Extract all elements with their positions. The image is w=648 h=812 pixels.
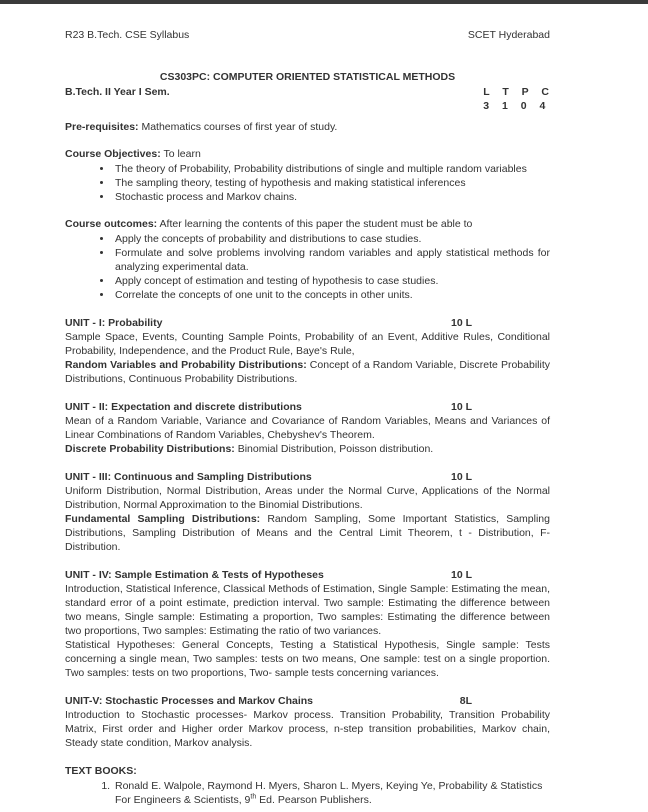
text-run: Mean of a Random Variable, Variance and Covariance of Random Variables, Means and Variances of Linear Combinations of Random Variables, Chebyshev's Theorem. — [65, 415, 550, 441]
text-run: Random Sampling, Some Important Statistics, Sampling Distributions, Sampling Distribution of Means and the Central Limit Theorem, t - Distribution, F-Distribution. — [65, 513, 550, 553]
credits-header: L T P C — [483, 86, 550, 98]
unit-title: UNIT - I: Probability — [65, 317, 163, 329]
unit-title: UNIT - IV: Sample Estimation & Tests of Hypotheses — [65, 569, 324, 581]
credits-block — [483, 85, 550, 113]
unit-section — [65, 316, 550, 386]
outcome-item: • Apply concept of estimation and testing of hypothesis to case studies. — [113, 274, 550, 288]
textbook-item — [113, 779, 550, 807]
outcome-item: • Correlate the concepts of one unit to the concepts in other units. — [113, 288, 550, 302]
objective-item: • The sampling theory, testing of hypothesis and making statistical inferences — [113, 176, 550, 190]
text-run: Ronald E. Walpole, Raymond H. Myers, Sharon L. Myers, Keying Ye, Probability & Statistics For Engineers & Scientists, 9 — [115, 780, 543, 806]
term-row — [65, 85, 550, 113]
course-outcomes-section — [65, 217, 550, 302]
textbooks-list — [65, 779, 550, 807]
unit-paragraph — [65, 442, 550, 456]
unit-paragraph — [65, 582, 550, 638]
unit-paragraph — [65, 330, 550, 358]
unit-header — [65, 400, 550, 414]
unit-title: UNIT - III: Continuous and Sampling Distributions — [65, 471, 312, 483]
objectives-list — [65, 162, 550, 204]
text-run: Discrete Probability Distributions: — [65, 443, 235, 455]
unit-hours: 10 L — [450, 569, 472, 581]
textbooks-label: TEXT BOOKS: — [65, 765, 137, 777]
prerequisites-text: Mathematics courses of first year of study. — [141, 121, 338, 133]
outcomes-label: Course outcomes: — [65, 218, 158, 230]
prerequisites-label: Pre-requisites: — [65, 121, 139, 133]
page-header — [65, 28, 550, 42]
course-objectives-section — [65, 147, 550, 204]
text-run: Random Variables and Probability Distributions: — [65, 359, 307, 371]
objectives-intro: To learn — [163, 148, 201, 160]
credits-values: 3 1 0 4 — [483, 100, 547, 112]
header-right-text: SCET Hyderabad — [467, 29, 550, 41]
units-container — [65, 316, 550, 750]
unit-title: UNIT-V: Stochastic Processes and Markov Chains — [65, 695, 314, 707]
outcomes-intro: After learning the contents of this paper the student must be able to — [159, 218, 473, 230]
text-run: Binomial Distribution, Poisson distribution. — [234, 443, 434, 455]
unit-paragraph — [65, 358, 550, 386]
text-run: th — [250, 793, 257, 801]
unit-paragraph — [65, 414, 550, 442]
unit-hours: 8L — [459, 695, 472, 707]
text-run: Introduction, Statistical Inference, Classical Methods of Estimation, Single Sample: Estimating the mean, standard error of a point estimate, prediction interval. Two sample: Estimating the difference between two means, Single sample: Estimating a proportion, Two samples: Estimating the difference between two proportions, Two samples: Estimating the ratio of two variances. — [65, 583, 550, 637]
unit-section — [65, 694, 550, 750]
unit-section — [65, 568, 550, 680]
term-label: B.Tech. II Year I Sem. — [65, 86, 170, 98]
text-run: Concept of a Random Variable, Discrete Probability Distributions, Continuous Probability Distributions. — [65, 359, 550, 385]
unit-header — [65, 470, 550, 484]
unit-header — [65, 316, 550, 330]
objectives-label: Course Objectives: — [65, 148, 161, 160]
textbooks-section — [65, 764, 550, 807]
unit-hours: 10 L — [450, 471, 472, 483]
unit-header — [65, 694, 550, 708]
unit-paragraph — [65, 708, 550, 750]
text-run: Uniform Distribution, Normal Distribution, Areas under the Normal Curve, Applications of the Normal Distribution, Normal Approximation to the Binomial Distributions. — [65, 485, 550, 511]
course-title: CS303PC: COMPUTER ORIENTED STATISTICAL METHODS — [159, 71, 456, 83]
unit-paragraph — [65, 484, 550, 512]
text-run: Introduction to Stochastic processes- Markov process. Transition Probability, Transition Probability Matrix, First order and Higher order Markov process, n-step transition probabilities, Markov chain, Steady state condition, Markov analysis. — [65, 709, 550, 749]
unit-paragraph — [65, 512, 550, 554]
text-run: Sample Space, Events, Counting Sample Points, Probability of an Event, Additive Rules, Conditional Probability, Independence, and the Product Rule, Baye's Rule, — [65, 331, 550, 357]
text-run: Fundamental Sampling Distributions: — [65, 513, 261, 525]
unit-section — [65, 470, 550, 554]
outcome-item: • Apply the concepts of probability and distributions to case studies. — [113, 232, 550, 246]
outcome-item: • Formulate and solve problems involving random variables and apply statistical methods for analyzing experimental data. — [113, 246, 550, 274]
outcomes-list — [65, 232, 550, 302]
unit-title: UNIT - II: Expectation and discrete distributions — [65, 401, 302, 413]
text-run: Statistical Hypotheses: General Concepts, Testing a Statistical Hypothesis, Single sample: Tests concerning a single mean, Two samples: tests on two means, One sample: test on a single proportion. Two samples: tests on two proportions, Two- sample tests concerning variances. — [65, 639, 550, 679]
syllabus-page — [0, 4, 648, 807]
text-run: Ed. Pearson Publishers. — [256, 794, 372, 806]
objective-item: • Stochastic process and Markov chains. — [113, 190, 550, 204]
unit-hours: 10 L — [450, 317, 472, 329]
header-left-text: R23 B.Tech. CSE Syllabus — [65, 29, 190, 41]
unit-hours: 10 L — [450, 401, 472, 413]
unit-paragraph — [65, 638, 550, 680]
prerequisites-line — [65, 120, 550, 134]
unit-section — [65, 400, 550, 456]
objective-item: • The theory of Probability, Probability distributions of single and multiple random variables — [113, 162, 550, 176]
unit-header — [65, 568, 550, 582]
